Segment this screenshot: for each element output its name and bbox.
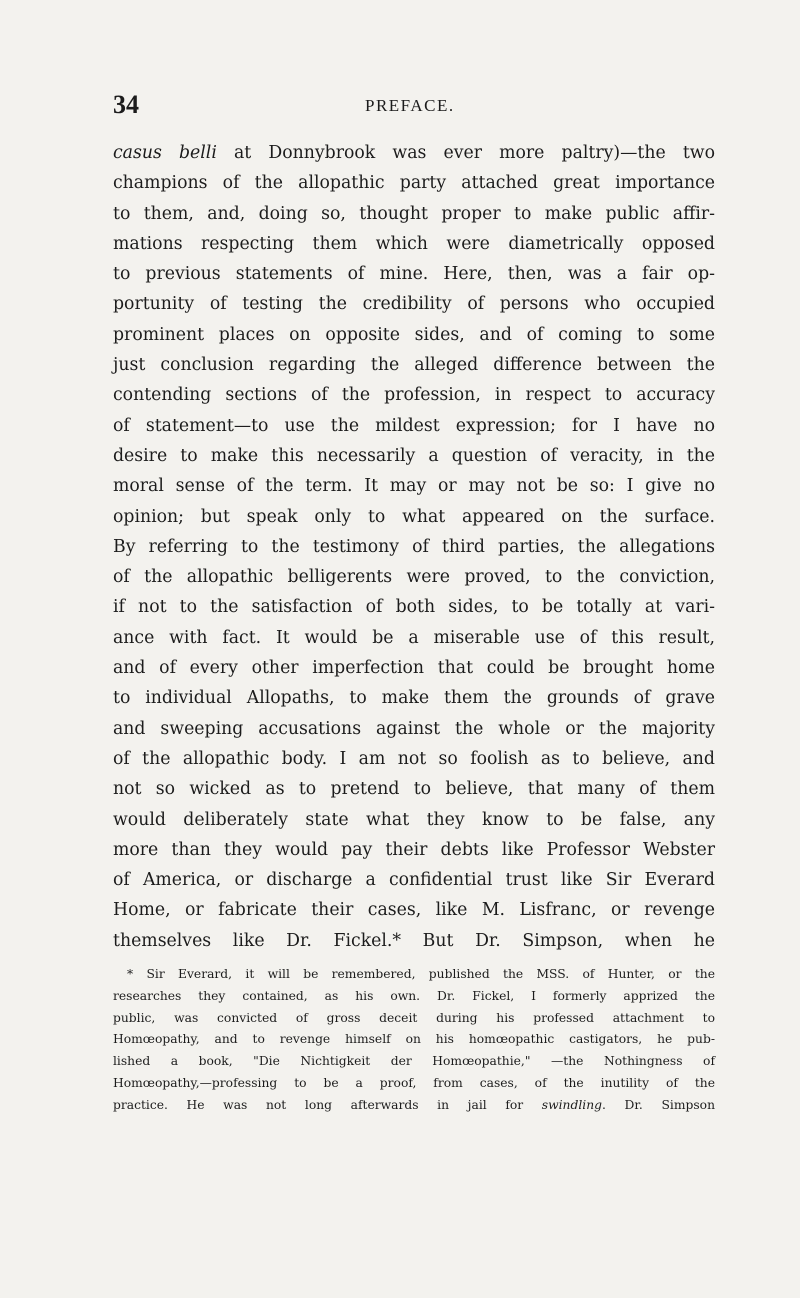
latin-phrase: casus belli — [113, 143, 217, 163]
text-line: of America, or discharge a confidential trust like Sir Everard — [113, 870, 715, 891]
footnote — [113, 964, 715, 1117]
text-line: Home, or fabricate their cases, like M. Lisfranc, or revenge — [113, 900, 715, 921]
text-line: portunity of testing the credibility of persons who occupied — [113, 294, 715, 315]
text-line: contending sections of the profession, in respect to accuracy — [113, 385, 715, 406]
text-line: and of every other imperfection that could be brought home — [113, 658, 715, 679]
text-line: of the allopathic body. I am not so foolish as to believe, and — [113, 748, 715, 769]
footnote-line: * Sir Everard, it will be remembered, published the MSS. of Hunter, or the — [127, 967, 715, 981]
footnote-line-pre: practice. He was not long afterwards in jail for — [113, 1097, 542, 1112]
text-line: not so wicked as to pretend to believe, that many of them — [113, 779, 715, 800]
page-number: 34 — [113, 90, 139, 119]
text-line: prominent places on opposite sides, and of coming to some — [113, 324, 715, 345]
text-line: mations respecting them which were diametrically opposed — [113, 233, 715, 254]
text-line: just conclusion regarding the alleged difference between the — [113, 355, 715, 376]
text-line: to previous statements of mine. Here, then, was a fair op- — [113, 264, 715, 285]
footnote-line: Homœopathy, and to revenge himself on his homœopathic castigators, he pub- — [113, 1032, 715, 1047]
text-line: more than they would pay their debts like Professor Webster — [113, 839, 715, 860]
text-line — [113, 138, 715, 168]
running-head: PREFACE. — [365, 96, 455, 115]
footnote-line: Homœopathy,—professing to be a proof, from cases, of the inutility of the — [113, 1075, 715, 1090]
text-line: of statement—to use the mildest expression; for I have no — [113, 415, 715, 436]
text-line: themselves like Dr. Fickel.* But Dr. Simpson, when he — [113, 930, 715, 951]
footnote-line: lished a book, "Die Nichtigkeit der Homœopathie," —the Nothingness of — [113, 1054, 715, 1069]
footnote-line: researches they contained, as his own. Dr. Fickel, I formerly apprized the — [113, 988, 715, 1003]
text-line: champions of the allopathic party attached great importance — [113, 173, 715, 194]
text-line-rest: at Donnybrook was ever more paltry)—the two — [216, 143, 715, 163]
text-line: of the allopathic belligerents were proved, to the conviction, — [113, 567, 715, 588]
text-line: desire to make this necessarily a question of veracity, in the — [113, 445, 715, 466]
footnote-italic-word: swindling — [541, 1097, 602, 1112]
text-line: ance with fact. It would be a miserable use of this result, — [113, 627, 715, 648]
footnote-line: public, was convicted of gross deceit during his professed attachment to — [113, 1010, 715, 1025]
text-line: if not to the satisfaction of both sides, to be totally at vari- — [113, 597, 715, 618]
text-line: would deliberately state what they know to be false, any — [113, 809, 715, 830]
text-line: and sweeping accusations against the whole or the majority — [113, 718, 715, 739]
text-line: opinion; but speak only to what appeared on the surface. — [113, 506, 715, 527]
text-line: to individual Allopaths, to make them the grounds of grave — [113, 688, 715, 709]
text-line: moral sense of the term. It may or may not be so: I give no — [113, 476, 715, 497]
footnote-line — [113, 1095, 715, 1117]
text-line: to them, and, doing so, thought proper to make public affir- — [113, 203, 715, 224]
footnote-line-post: . Dr. Simpson — [602, 1097, 715, 1112]
body-text — [113, 138, 715, 956]
text-line: By referring to the testimony of third parties, the allegations — [113, 536, 715, 557]
page-header — [113, 90, 713, 120]
